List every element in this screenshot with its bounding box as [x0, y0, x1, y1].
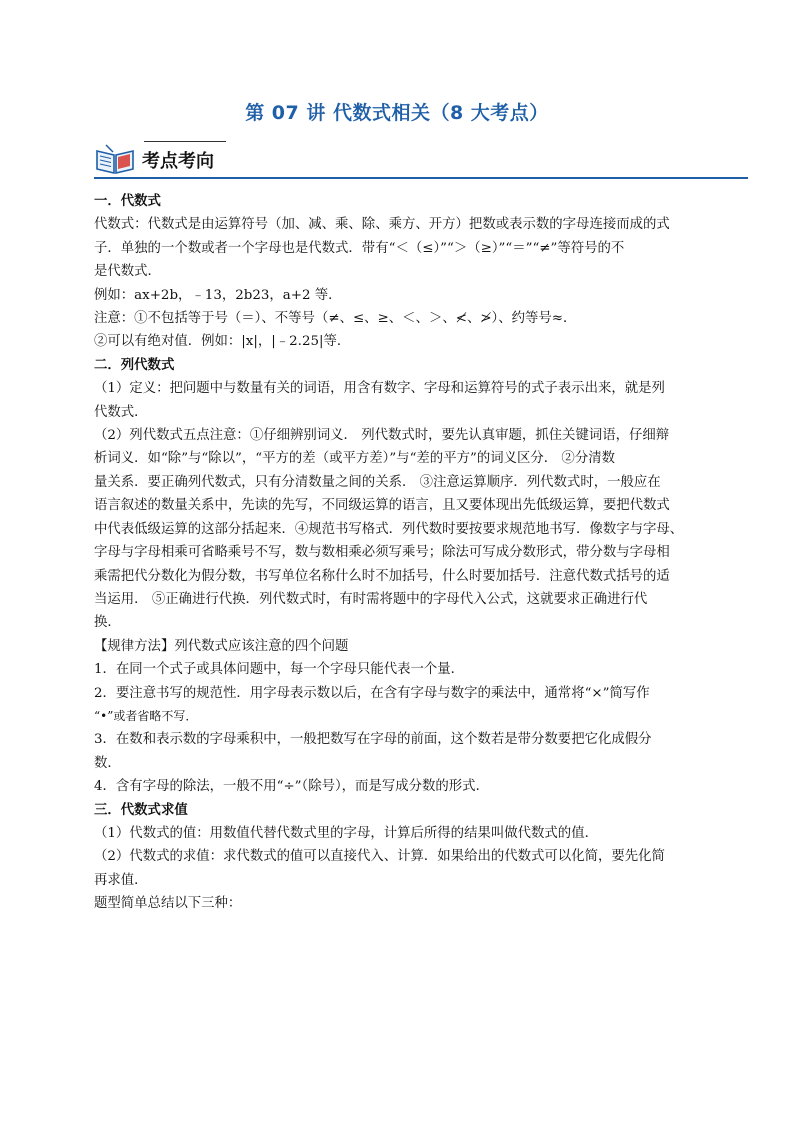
- book-icon: [94, 143, 136, 175]
- text-line: 例如：ax+2b，﹣13，2b23，a+2 等．: [94, 287, 342, 303]
- banner-underline: [94, 177, 748, 179]
- text-line: ②可以有绝对值．例如：|x|，|﹣2.25|等．: [94, 334, 351, 350]
- text-line: 2．要注意书写的规范性．用字母表示数以后，在含有字母与数字的乘法中，通常将“×”简写作: [94, 685, 650, 701]
- text-line: 乘需把代分数化为假分数，书写单位名称什么时不加括号，什么时要加括号．注意代数式括号的适: [94, 568, 670, 584]
- banner-top-rule: [144, 141, 226, 142]
- section-banner: [94, 140, 748, 182]
- text-line: 量关系．要正确列代数式，只有分清数量之间的关系． ③注意运算顺序．列代数式时，一般应在: [94, 474, 661, 490]
- text-line: 是代数式．: [94, 264, 161, 280]
- text-line: （1）代数式的值：用数值代替代数式里的字母，计算后所得的结果叫做代数式的值．: [94, 825, 598, 841]
- text-line: “•”或者省略不写．: [94, 708, 198, 723]
- text-line: 换．: [94, 615, 121, 631]
- text-line: 4．含有字母的除法，一般不用“÷”（除号），而是写成分数的形式．: [94, 779, 489, 795]
- text-line: 代数式．: [94, 404, 148, 420]
- text-line: 语言叙述的数量关系中，先读的先写，不同级运算的语言，且又要体现出先低级运算，要把代数式: [94, 498, 670, 514]
- text-line: 【规律方法】列代数式应该注意的四个问题: [94, 638, 349, 654]
- text-line: 析词义．如“除”与“除以”，“平方的差（或平方差）”与“差的平方”的词义区分． ②分清数: [94, 451, 615, 467]
- text-line: （1）定义：把问题中与数量有关的词语，用含有数字、字母和运算符号的式子表示出来，就是列: [94, 381, 665, 397]
- document-body: [94, 190, 706, 916]
- text-line: 中代表低级运算的这部分括起来．④规范书写格式．列代数时要按要求规范地书写．像数字与字母、: [94, 521, 684, 537]
- page-title: 第 07 讲 代数式相关（8 大考点）: [245, 102, 549, 124]
- text-line: 字母与字母相乘可省略乘号不写，数与数相乘必须写乘号；除法可写成分数形式，带分数与字母相: [94, 545, 670, 561]
- banner-label: 考点考向: [142, 151, 214, 172]
- section-heading: 一．代数式: [94, 194, 161, 209]
- text-line: 题型简单总结以下三种：: [94, 896, 242, 912]
- text-line: 1．在同一个式子或具体问题中，每一个字母只能代表一个量．: [94, 662, 465, 678]
- text-line: 数．: [94, 755, 121, 771]
- text-line: 再求值．: [94, 872, 148, 888]
- text-line: （2）列代数式五点注意：①仔细辨别词义． 列代数式时，要先认真审题，抓住关键词语，仔细辩: [94, 428, 670, 444]
- text-line: （2）代数式的求值：求代数式的值可以直接代入、计算．如果给出的代数式可以化简，要先化简: [94, 849, 665, 865]
- text-line: 3．在数和表示数的字母乘积中，一般把数写在字母的前面，这个数若是带分数要把它化成假分: [94, 732, 652, 748]
- section-heading: 二．列代数式: [94, 357, 175, 373]
- text-line: 子．单独的一个数或者一个字母也是代数式．带有“＜（≤）”“＞（≥）”“＝”“≠”等符号的不: [94, 240, 625, 256]
- text-line: 注意：①不包括等于号（＝）、不等号（≠、≤、≥、＜、＞、≮、≯）、约等号≈．: [94, 311, 577, 327]
- text-line: 代数式：代数式是由运算符号（加、减、乘、除、乘方、开方）把数或表示数的字母连接而成的式: [94, 217, 670, 233]
- text-line: 当运用． ⑤正确进行代换．列代数式时，有时需将题中的字母代入公式，这就要求正确进行代: [94, 591, 648, 607]
- section-heading: 三．代数式求值: [94, 802, 188, 818]
